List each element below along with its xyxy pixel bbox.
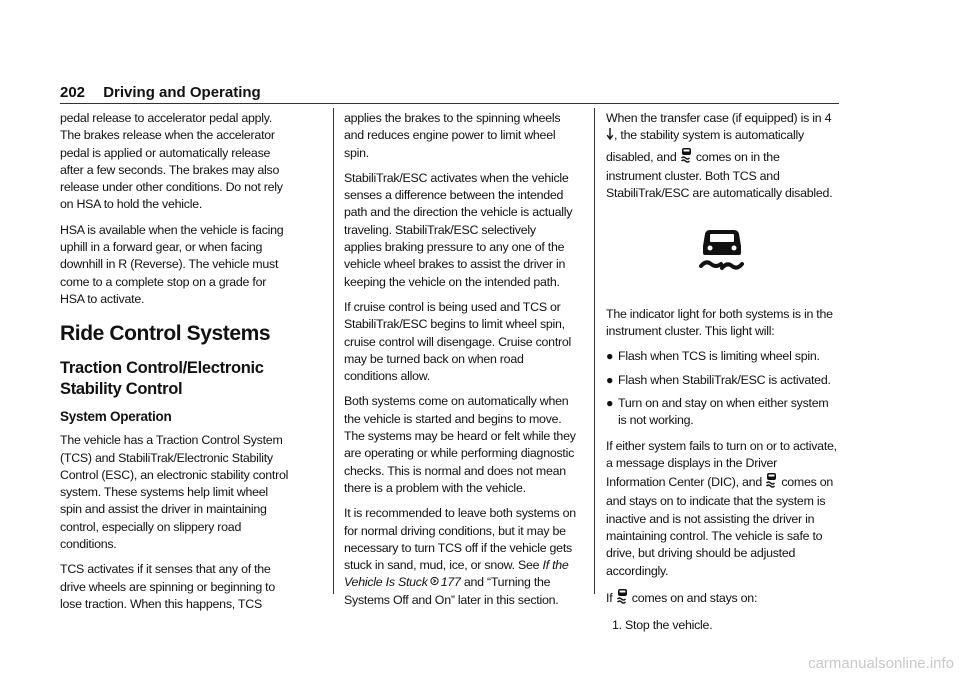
section-title: Driving and Operating	[103, 84, 261, 101]
text-run: comes on and stays on:	[628, 590, 758, 605]
column-2	[344, 110, 576, 617]
text-run: and “Turning the Systems Off and On” later in this section.	[344, 575, 559, 607]
page-reference-arrow-icon	[430, 574, 439, 591]
paragraph: StabiliTrak/ESC activates when the vehicle senses a difference between the intended path and the direction the vehicle is actually traveling. StabiliTrak/ESC selectively applies braking pressure to any one of the vehicle wheel brakes to assist the driver in keeping the vehicle on the intended path.	[344, 170, 573, 289]
paragraph: The vehicle has a Traction Control System (TCS) and StabiliTrak/Electronic Stability Control (ESC), an electronic stability control system. These systems help limit wheel spin and assist the driver in maintaining control, especially on slippery road conditions.	[60, 433, 289, 552]
list-item: ● Flash when TCS is limiting wheel spin.	[606, 348, 838, 365]
paragraph: pedal release to accelerator pedal apply. The brakes release when the accelerator pedal is applied or automatically release after a few seconds. The brakes may also release under other conditions. Do not rely on HSA to hold the vehicle.	[60, 111, 283, 212]
sub-heading: Traction Control/Electronic Stability Control	[60, 359, 264, 399]
paragraph	[344, 505, 576, 609]
section-heading: Ride Control Systems	[60, 322, 271, 346]
bullet-list	[606, 348, 838, 429]
traction-control-icon	[680, 147, 693, 168]
paragraph	[606, 110, 838, 202]
cross-reference-page[interactable]: 177	[440, 575, 461, 590]
minor-heading: System Operation	[60, 409, 172, 425]
traction-control-icon	[765, 472, 778, 493]
text-run: If either system fails to turn on or to activate, a message displays in the Driver Information Center (DIC), and	[606, 438, 837, 490]
column-3	[606, 110, 838, 635]
paragraph	[606, 588, 838, 609]
four-low-arrow-icon	[606, 127, 614, 146]
paragraph: TCS activates if it senses that any of the drive wheels are spinning or beginning to lose traction. When this happens, TCS	[60, 562, 275, 611]
column-divider	[333, 108, 334, 594]
paragraph: HSA is available when the vehicle is facing uphill in a forward gear, or when facing downhill in R (Reverse). The vehicle must come to a complete stop on a grade for HSA to activate.	[60, 222, 284, 306]
paragraph: The indicator light for both systems is in the instrument cluster. This light will:	[606, 306, 833, 339]
page-header	[60, 84, 261, 101]
list-item: ● Turn on and stay on when either system is not working.	[606, 395, 829, 428]
list-item: 1. Stop the vehicle.	[612, 618, 713, 633]
watermark: carmanualsonline.info	[808, 655, 954, 672]
list-item: ● Flash when StabiliTrak/ESC is activated.	[606, 372, 838, 389]
text-run: comes on in the instrument cluster. Both TCS and StabiliTrak/ESC are automatically disabled.	[606, 149, 833, 201]
page-number: 202	[60, 84, 86, 101]
column-1	[60, 110, 292, 621]
bullet-icon: ●	[606, 349, 614, 364]
traction-control-icon	[616, 588, 629, 609]
paragraph: Both systems come on automatically when the vehicle is started and begins to move. The systems may be heard or felt while they are operating or while performing diagnostic checks. This is normal and does not mean there is a problem with the vehicle.	[344, 394, 576, 495]
text-run: When the transfer case (if equipped) is in 4	[606, 111, 832, 125]
bullet-icon: ●	[606, 395, 614, 410]
cross-reference-link[interactable]: If the Vehicle Is Stuck	[344, 558, 569, 590]
step-list	[606, 617, 838, 634]
traction-control-indicator-icon	[606, 226, 838, 279]
text-run: comes on and stays on to indicate that the system is inactive and is not assisting the driver in maintaining control. The vehicle is safe to drive, but driving should be adjusted accordingly.	[606, 475, 834, 578]
text-run: It is recommended to leave both systems on for normal driving conditions, but it may be necessary to turn TCS off if the vehicle gets stuck in sand, mud, ice, or snow. See	[344, 506, 576, 573]
bullet-icon: ●	[606, 372, 614, 387]
column-divider	[594, 108, 595, 594]
text-run: , the stability system is automatically disabled, and	[606, 128, 804, 164]
text-run: If	[606, 590, 616, 605]
header-rule	[60, 103, 839, 104]
paragraph: applies the brakes to the spinning wheels and reduces engine power to limit wheel spin.	[344, 111, 561, 160]
paragraph	[606, 438, 838, 580]
paragraph: If cruise control is being used and TCS or StabiliTrak/ESC begins to limit wheel spin, cruise control will disengage. Cruise control may be turned back on when road conditions allow.	[344, 299, 572, 384]
